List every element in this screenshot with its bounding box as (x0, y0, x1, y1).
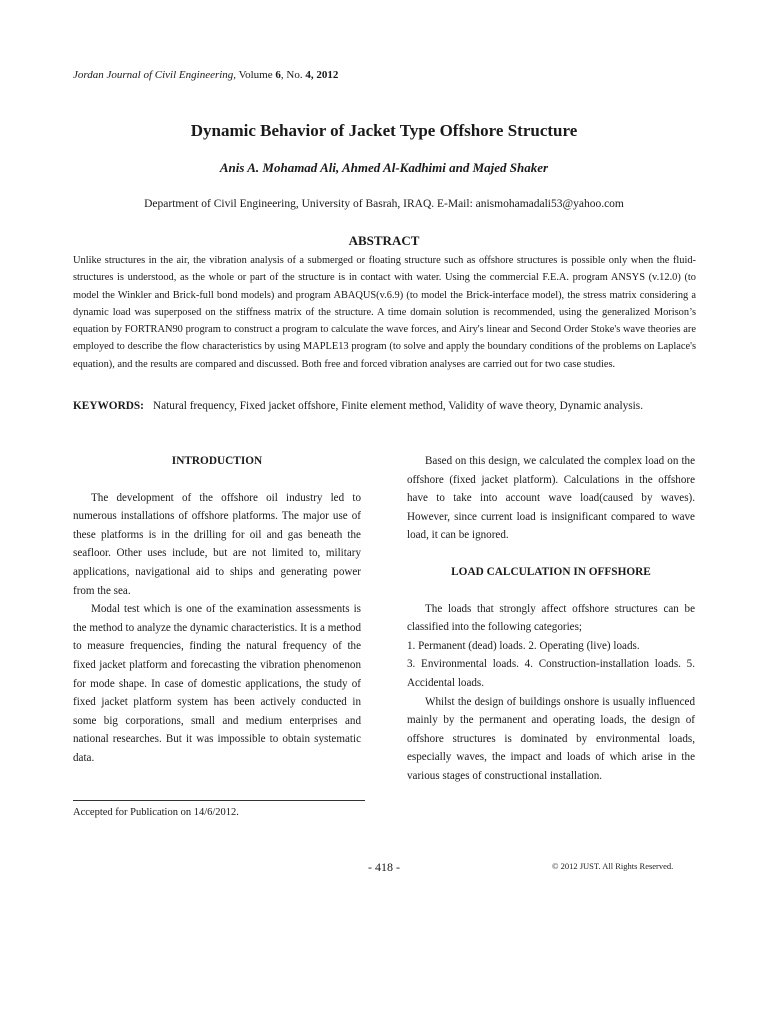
abstract-heading: ABSTRACT (348, 233, 420, 248)
page-number: - 418 - (368, 860, 400, 874)
keywords-label: KEYWORDS: (73, 400, 144, 412)
load-list-line-2: 3. Environmental loads. 4. Construction-installation loads. 5. Accidental loads. (407, 658, 695, 689)
journal-name: Jordan Journal of Civil Engineering, (73, 69, 237, 81)
footnote-divider (73, 800, 365, 801)
volume-number: 6 (275, 69, 281, 81)
paper-authors: Anis A. Mohamad Ali, Ahmed Al-Kadhimi and Majed Shaker (219, 160, 549, 175)
journal-header (73, 68, 338, 82)
abstract-text: Unlike structures in the air, the vibration analysis of a submerged or floating structure such as offshore structures is possible only when the fluid-structures is understood, as the whole or part of the structure is in contact with water. Using the commercial F.E.A. program ANSYS (v.12.0) (to model the Winkler and Brick-full bond models) and program ABAQUS(v.6.9) (to model the Brick-interface model), the stress matrix considering a dynamic load was superposed on the stiffness matrix of the structure. A time domain solution is recommended, using the generalized Morison’s equation by FORTRAN90 program to construct a program to calculate the wave forces, and Airy's linear and Second Order Stoke's wave theories are employed to describe the flow characteristics by using MAPLE13 program (to solve and apply the boundary conditions of the problems on Laplace's equation), and the results are compared and discussed. Both free and forced vibration analyses are carried out for two case studies. (73, 255, 696, 370)
keywords (73, 398, 696, 416)
design-paragraph: Based on this design, we calculated the complex load on the offshore (fixed jacket platform). Calculations in the offshore have to take into account wave load(caused by waves). However, since current load is insignificant compared to wave load, it can be ignored. (407, 455, 695, 542)
load-calculation-heading: LOAD CALCULATION IN OFFSHORE (451, 565, 651, 578)
paper-title: Dynamic Behavior of Jacket Type Offshore Structure (190, 121, 578, 140)
design-onshore-paragraph: Whilst the design of buildings onshore is usually influenced mainly by the permanent and operating loads, the design of offshore structures is dominated by environmental loads, especially waves, the impact and loads of which arise in the various stages of constructional installation. (407, 695, 695, 782)
loads-intro-paragraph: The loads that strongly affect offshore structures can be classified into the following categories; (407, 602, 695, 634)
intro-paragraph-1: The development of the offshore oil industry led to numerous installations of offshore platforms. The major use of these platforms is in the drilling for oil and gas beneath the seafloor. Other uses include, but are not limited to, military applications, navigational aid to ships and generating power from the sea. (73, 491, 361, 597)
issue-year: 4, 2012 (305, 69, 339, 81)
left-column (73, 452, 361, 768)
author-affiliation: Department of Civil Engineering, University of Basrah, IRAQ. E-Mail: anismohamadali53@yahoo.com (144, 198, 624, 210)
volume-label: Volume (236, 69, 276, 81)
right-column (407, 452, 695, 786)
intro-paragraph-2: Modal test which is one of the examination assessments is the method to analyze the dynamic characteristics. It is a method to measure frequencies, finding the natural frequency of the fixed jacket platform and forecasting the vibration phenomenon for mode shape. In case of domestic applications, the study of fixed jacket platform system has been actively conducted in some big corporations, small and medium enterprises and national researches. But it was impossible to obtain systematic data. (73, 603, 361, 764)
introduction-heading: INTRODUCTION (171, 455, 263, 467)
copyright-notice: © 2012 JUST. All Rights Reserved. (552, 861, 674, 871)
number-label: , No. (280, 69, 306, 81)
keywords-text: Natural frequency, Fixed jacket offshore, Finite element method, Validity of wave theory, Dynamic analysis. (153, 400, 644, 412)
publication-footnote: Accepted for Publication on 14/6/2012. (73, 807, 239, 818)
load-list-line-1: 1. Permanent (dead) loads. 2. Operating (live) loads. (407, 639, 640, 652)
